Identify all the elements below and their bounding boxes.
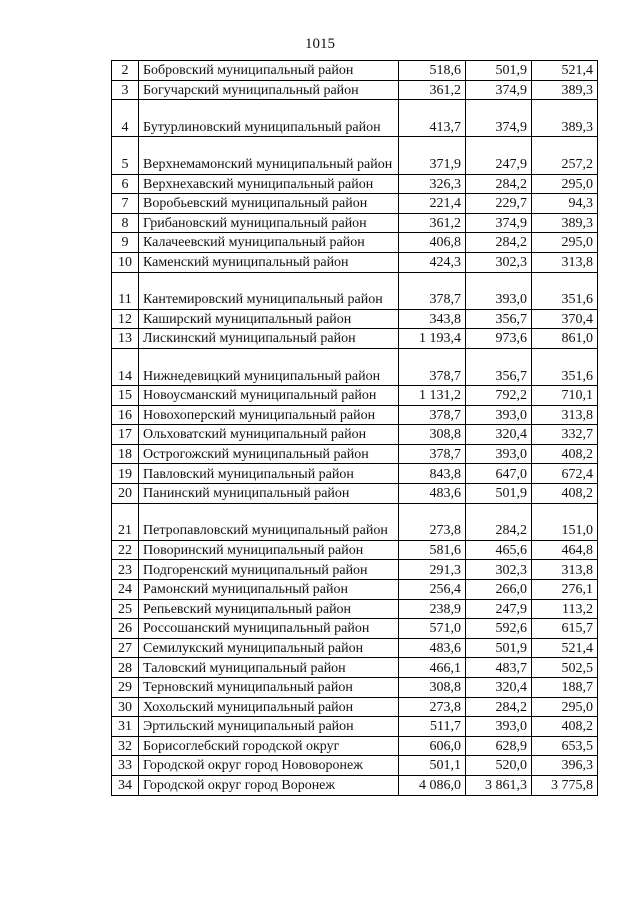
value-cell-3: 188,7 [532,678,598,698]
value-cell-3: 396,3 [532,756,598,776]
district-name-cell: Каширский муниципальный район [139,309,399,329]
district-name-cell: Панинский муниципальный район [139,484,399,504]
value-cell-2: 393,0 [466,405,532,425]
row-number-cell: 13 [112,329,139,349]
table-row [112,61,598,81]
table-row [112,638,598,658]
value-cell-2: 501,9 [466,484,532,504]
value-cell-1: 371,9 [399,137,466,174]
district-name-cell: Верхнехавский муниципальный район [139,174,399,194]
district-name-cell: Городской округ город Воронеж [139,775,399,795]
value-cell-2: 465,6 [466,540,532,560]
value-cell-1: 378,7 [399,348,466,385]
value-cell-3: 861,0 [532,329,598,349]
row-number-cell: 14 [112,348,139,385]
district-name-cell: Репьевский муниципальный район [139,599,399,619]
row-number-cell: 9 [112,233,139,253]
table-row [112,599,598,619]
table-row [112,484,598,504]
budget-table [111,60,598,796]
value-cell-2: 592,6 [466,619,532,639]
district-name-cell: Калачеевский муниципальный район [139,233,399,253]
value-cell-2: 284,2 [466,503,532,540]
value-cell-2: 302,3 [466,560,532,580]
value-cell-3: 351,6 [532,348,598,385]
value-cell-3: 653,5 [532,736,598,756]
table-row [112,736,598,756]
row-number-cell: 11 [112,272,139,309]
value-cell-3: 408,2 [532,717,598,737]
value-cell-3: 389,3 [532,213,598,233]
row-number-cell: 10 [112,252,139,272]
value-cell-1: 424,3 [399,252,466,272]
district-name-cell: Эртильский муниципальный район [139,717,399,737]
table-row [112,137,598,174]
value-cell-3: 408,2 [532,444,598,464]
value-cell-1: 273,8 [399,503,466,540]
value-cell-3: 389,3 [532,100,598,137]
district-name-cell: Лискинский муниципальный район [139,329,399,349]
value-cell-2: 3 861,3 [466,775,532,795]
district-name-cell: Верхнемамонский муниципальный район [139,137,399,174]
district-name-cell: Каменский муниципальный район [139,252,399,272]
table-row [112,444,598,464]
table-row [112,348,598,385]
value-cell-3: 521,4 [532,638,598,658]
table-row [112,213,598,233]
row-number-cell: 16 [112,405,139,425]
table-row [112,233,598,253]
value-cell-1: 606,0 [399,736,466,756]
district-name-cell: Грибановский муниципальный район [139,213,399,233]
value-cell-1: 501,1 [399,756,466,776]
district-name-cell: Воробьевский муниципальный район [139,194,399,214]
value-cell-3: 295,0 [532,697,598,717]
value-cell-1: 238,9 [399,599,466,619]
district-name-cell: Подгоренский муниципальный район [139,560,399,580]
table-row [112,174,598,194]
value-cell-3: 257,2 [532,137,598,174]
value-cell-2: 284,2 [466,174,532,194]
row-number-cell: 26 [112,619,139,639]
value-cell-1: 581,6 [399,540,466,560]
value-cell-1: 518,6 [399,61,466,81]
district-name-cell: Павловский муниципальный район [139,464,399,484]
district-name-cell: Городской округ город Нововоронеж [139,756,399,776]
district-name-cell: Нижнедевицкий муниципальный район [139,348,399,385]
value-cell-3: 295,0 [532,233,598,253]
value-cell-2: 320,4 [466,425,532,445]
row-number-cell: 30 [112,697,139,717]
row-number-cell: 15 [112,386,139,406]
row-number-cell: 2 [112,61,139,81]
value-cell-3: 408,2 [532,484,598,504]
district-name-cell: Петропавловский муниципальный район [139,503,399,540]
value-cell-1: 413,7 [399,100,466,137]
value-cell-1: 308,8 [399,678,466,698]
row-number-cell: 34 [112,775,139,795]
value-cell-2: 520,0 [466,756,532,776]
table-row [112,658,598,678]
value-cell-3: 351,6 [532,272,598,309]
district-name-cell: Россошанский муниципальный район [139,619,399,639]
table-row [112,619,598,639]
value-cell-1: 326,3 [399,174,466,194]
table-row [112,775,598,795]
table-row [112,580,598,600]
value-cell-2: 393,0 [466,444,532,464]
district-name-cell: Новохоперский муниципальный район [139,405,399,425]
table-row [112,540,598,560]
value-cell-2: 483,7 [466,658,532,678]
value-cell-2: 302,3 [466,252,532,272]
row-number-cell: 25 [112,599,139,619]
row-number-cell: 4 [112,100,139,137]
row-number-cell: 21 [112,503,139,540]
district-name-cell: Богучарский муниципальный район [139,80,399,100]
district-name-cell: Таловский муниципальный район [139,658,399,678]
value-cell-1: 406,8 [399,233,466,253]
district-name-cell: Семилукский муниципальный район [139,638,399,658]
value-cell-1: 466,1 [399,658,466,678]
value-cell-3: 151,0 [532,503,598,540]
district-name-cell: Хохольский муниципальный район [139,697,399,717]
value-cell-1: 221,4 [399,194,466,214]
district-name-cell: Борисоглебский городской округ [139,736,399,756]
row-number-cell: 18 [112,444,139,464]
value-cell-1: 291,3 [399,560,466,580]
value-cell-1: 1 131,2 [399,386,466,406]
value-cell-2: 501,9 [466,638,532,658]
value-cell-2: 393,0 [466,717,532,737]
table-row [112,100,598,137]
value-cell-3: 502,5 [532,658,598,678]
table-body [112,61,598,796]
row-number-cell: 22 [112,540,139,560]
value-cell-3: 113,2 [532,599,598,619]
table-row [112,464,598,484]
row-number-cell: 19 [112,464,139,484]
value-cell-3: 295,0 [532,174,598,194]
value-cell-2: 374,9 [466,100,532,137]
value-cell-2: 374,9 [466,213,532,233]
district-name-cell: Острогожский муниципальный район [139,444,399,464]
value-cell-1: 378,7 [399,405,466,425]
table-row [112,560,598,580]
value-cell-1: 361,2 [399,80,466,100]
value-cell-1: 511,7 [399,717,466,737]
value-cell-2: 356,7 [466,348,532,385]
value-cell-3: 672,4 [532,464,598,484]
value-cell-3: 313,8 [532,560,598,580]
table-row [112,503,598,540]
district-name-cell: Кантемировский муниципальный район [139,272,399,309]
row-number-cell: 27 [112,638,139,658]
table-row [112,80,598,100]
district-name-cell: Терновский муниципальный район [139,678,399,698]
row-number-cell: 20 [112,484,139,504]
row-number-cell: 32 [112,736,139,756]
page-number: 1015 [305,36,335,52]
value-cell-2: 229,7 [466,194,532,214]
value-cell-1: 843,8 [399,464,466,484]
table-row [112,756,598,776]
value-cell-3: 464,8 [532,540,598,560]
row-number-cell: 3 [112,80,139,100]
district-name-cell: Новоусманский муниципальный район [139,386,399,406]
value-cell-2: 374,9 [466,80,532,100]
row-number-cell: 6 [112,174,139,194]
district-name-cell: Поворинский муниципальный район [139,540,399,560]
district-name-cell: Бутурлиновский муниципальный район [139,100,399,137]
value-cell-2: 973,6 [466,329,532,349]
value-cell-2: 356,7 [466,309,532,329]
value-cell-1: 378,7 [399,272,466,309]
row-number-cell: 24 [112,580,139,600]
row-number-cell: 31 [112,717,139,737]
value-cell-2: 247,9 [466,599,532,619]
row-number-cell: 8 [112,213,139,233]
value-cell-1: 308,8 [399,425,466,445]
value-cell-3: 94,3 [532,194,598,214]
table-row [112,272,598,309]
row-number-cell: 23 [112,560,139,580]
value-cell-1: 343,8 [399,309,466,329]
table-row [112,717,598,737]
value-cell-1: 273,8 [399,697,466,717]
row-number-cell: 28 [112,658,139,678]
value-cell-1: 571,0 [399,619,466,639]
value-cell-1: 378,7 [399,444,466,464]
row-number-cell: 33 [112,756,139,776]
value-cell-1: 361,2 [399,213,466,233]
table-row [112,425,598,445]
value-cell-3: 521,4 [532,61,598,81]
table-row [112,329,598,349]
value-cell-2: 320,4 [466,678,532,698]
value-cell-1: 483,6 [399,484,466,504]
value-cell-2: 266,0 [466,580,532,600]
value-cell-2: 628,9 [466,736,532,756]
value-cell-1: 1 193,4 [399,329,466,349]
value-cell-3: 276,1 [532,580,598,600]
row-number-cell: 7 [112,194,139,214]
value-cell-2: 247,9 [466,137,532,174]
row-number-cell: 5 [112,137,139,174]
value-cell-3: 389,3 [532,80,598,100]
row-number-cell: 29 [112,678,139,698]
row-number-cell: 17 [112,425,139,445]
district-name-cell: Бобровский муниципальный район [139,61,399,81]
value-cell-3: 332,7 [532,425,598,445]
value-cell-3: 615,7 [532,619,598,639]
value-cell-2: 284,2 [466,697,532,717]
value-cell-3: 313,8 [532,405,598,425]
table-row [112,386,598,406]
table-row [112,678,598,698]
district-name-cell: Ольховатский муниципальный район [139,425,399,445]
value-cell-2: 393,0 [466,272,532,309]
value-cell-2: 792,2 [466,386,532,406]
value-cell-3: 710,1 [532,386,598,406]
table-row [112,405,598,425]
row-number-cell: 12 [112,309,139,329]
table-row [112,252,598,272]
table-row [112,309,598,329]
value-cell-1: 483,6 [399,638,466,658]
value-cell-3: 3 775,8 [532,775,598,795]
value-cell-2: 284,2 [466,233,532,253]
table-row [112,194,598,214]
value-cell-2: 501,9 [466,61,532,81]
value-cell-1: 256,4 [399,580,466,600]
district-name-cell: Рамонский муниципальный район [139,580,399,600]
value-cell-1: 4 086,0 [399,775,466,795]
table-row [112,697,598,717]
value-cell-3: 370,4 [532,309,598,329]
value-cell-2: 647,0 [466,464,532,484]
value-cell-3: 313,8 [532,252,598,272]
